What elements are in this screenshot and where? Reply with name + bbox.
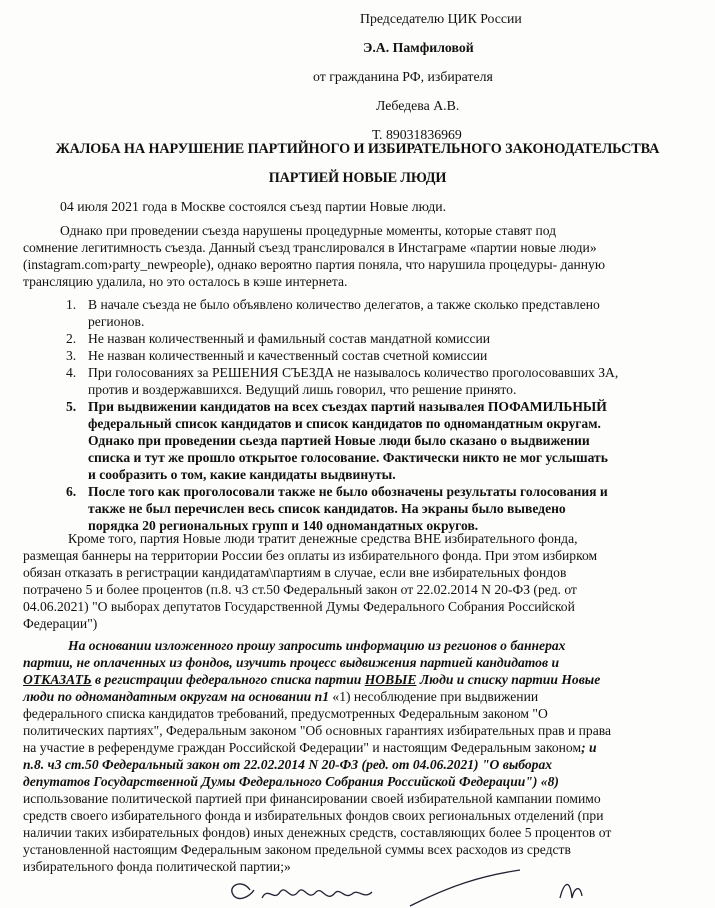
violations-list <box>58 296 658 534</box>
document-title-line2: ПАРТИЕЙ НОВЫЕ ЛЮДИ <box>268 170 447 186</box>
text-line: против и воздержавшихся. Ведущий лишь говорил, что решение принято. <box>88 382 517 397</box>
text-line: размещая баннеры на территории России без оплаты из избирательного фонда. При этом избирком <box>23 548 598 563</box>
text-line: избирательного фонда политической партии;» <box>23 859 291 874</box>
paragraph-campaign-funds <box>23 530 663 632</box>
list-number: 3. <box>66 348 77 363</box>
text-line: установленной настоящим Федеральным законом предельной суммы всех расходов из средств <box>23 842 571 857</box>
text-line: использование политической партией при финансировании своей избирательной кампании помимо <box>23 791 601 806</box>
list-item <box>58 330 658 347</box>
list-item <box>58 296 658 330</box>
text-line: Однако при проведении съезда нарушены процедурные моменты, которые ставят под <box>60 223 557 238</box>
text-line: Не назван количественный и качественный состав счетной комиссии <box>88 348 488 363</box>
list-item <box>58 364 658 398</box>
text-line: После того как проголосовали также не было обозначены результаты голосования и <box>88 484 608 499</box>
text-line <box>23 688 663 705</box>
document-title-line1: ЖАЛОБА НА НАРУШЕНИЕ ПАРТИЙНОГО И ИЗБИРАТЕЛЬНОГО ЗАКОНОДАТЕЛЬСТВА <box>55 141 660 157</box>
text-line: Кроме того, партия Новые люди тратит денежные средства ВНЕ избирательного фонда, <box>68 531 578 546</box>
sender-name: Лебедева А.В. <box>376 98 460 113</box>
addressee-title: Председателю ЦИК России <box>360 11 522 26</box>
list-number: 6. <box>66 484 77 499</box>
text-fragment: «1) несоблюдение при выдвижении <box>329 689 539 704</box>
text-line: регионов. <box>88 314 145 329</box>
list-item <box>58 398 658 483</box>
text-line: депутатов Государственной Думы Федерального Собрания Российской Федерации") «8) <box>23 774 559 789</box>
text-line: списка и тут же прошло открытое голосование. Фактически никто не мог услышать <box>88 450 608 465</box>
list-number: 5. <box>66 399 77 414</box>
text-line: На основании изложенного прошу запросить информацию из регионов о баннерах <box>68 638 566 653</box>
text-line <box>23 671 663 688</box>
text-line: трансляцию удалила, но это осталось в кэше интернета. <box>23 274 348 289</box>
text-fragment: ; и <box>581 740 597 755</box>
text-line: средств своего избирательного фонда и избирательных фондов своих региональных отделений (при <box>23 808 604 823</box>
text-line: порядка 20 региональных групп и 140 одномандатных округов. <box>88 518 479 533</box>
text-fragment: Люди и списку партии Новые <box>416 672 601 687</box>
text-line: политических партиях", Федеральным законом "Об основных гарантиях избирательных прав и права <box>23 723 612 738</box>
text-line: Не назван количественный и фамильный состав мандатной комиссии <box>88 331 491 346</box>
handwritten-signature <box>220 868 690 908</box>
text-fragment: в регистрации федерального списка партии <box>91 672 365 687</box>
text-line: партии, не оплаченных из фондов, изучить процесс выдвижения партией кандидатов и <box>23 655 560 670</box>
text-line: также не был перечислен весь список кандидатов. На экраны было выведено <box>88 501 566 516</box>
text-line: наличии таких избирательных фондов) иных денежных средств, составляющих более 5 процентов от <box>23 825 612 840</box>
text-line <box>23 739 663 756</box>
list-number: 4. <box>66 365 77 380</box>
list-item <box>58 483 658 534</box>
text-line: Однако при проведении сьезда партией Новые люди было сказано о выдвижении <box>88 433 590 448</box>
sender-status: от гражданина РФ, избирателя <box>313 69 493 84</box>
addressee-name: Э.А. Памфиловой <box>363 40 474 55</box>
paragraph-procedural-violations <box>23 222 663 290</box>
text-line: федерального списка кандидатов требований, предусмотренных Федеральным законом "О <box>23 706 548 721</box>
text-line: 04.06.2021) "О выборах депутатов Государственной Думы Федерального Собрания Российской <box>23 599 575 614</box>
text-line: В начале съезда не было объявлено количество делегатов, а также сколько представлено <box>88 297 600 312</box>
text-fragment: люди по одномандатным округам на основании п1 <box>23 689 329 704</box>
text-line: и сообразить о том, какие кандидаты выдвинуты. <box>88 467 396 482</box>
text-line: Федерации") <box>23 616 98 631</box>
refuse-word: ОТКАЗАТЬ <box>23 672 92 687</box>
list-item <box>58 347 658 364</box>
list-number: 2. <box>66 331 77 346</box>
text-line: При выдвижении кандидатов на всех съездах партий называлея ПОФАМИЛЬНЫЙ <box>88 399 607 414</box>
intro-text: 04 июля 2021 года в Москве состоялся съезд партии Новые люди. <box>60 199 447 214</box>
text-line: федеральный список кандидатов и список кандидатов по одномандатным округам. <box>88 416 601 431</box>
text-line: обязан отказать в регистрации кандидатам\партиям в случае, если вне избирательных фондов <box>23 565 567 580</box>
text-line: При голосованиях за РЕШЕНИЯ СЪЕЗДА не называлось количество проголосовавших ЗА, <box>88 365 619 380</box>
list-number: 1. <box>66 297 77 312</box>
text-line: п.8. ч3 ст.50 Федеральный закон от 22.02.2014 N 20-ФЗ (ред. от 04.06.2021) "О выборах <box>23 757 553 772</box>
paragraph-request <box>23 637 663 875</box>
text-line: потрачено 5 и более процентов (п.8. ч3 ст.50 Федеральный закон от 22.02.2014 N 20-ФЗ (ред. от <box>23 582 577 597</box>
sender-phone: Т. 89031836969 <box>372 127 462 142</box>
text-line: (instagram.com›party_newpeople), однако вероятно партия поняла, что нарушила процедуры- данную <box>23 257 606 272</box>
party-name-word: НОВЫЕ <box>364 672 417 687</box>
text-line: сомнение легитимность съезда. Данный съезд транслировался в Инстаграме «партии новые люди» <box>23 240 597 255</box>
text-fragment: на участие в референдуме граждан Российской Федерации" и настоящим Федеральным законом <box>23 740 582 755</box>
